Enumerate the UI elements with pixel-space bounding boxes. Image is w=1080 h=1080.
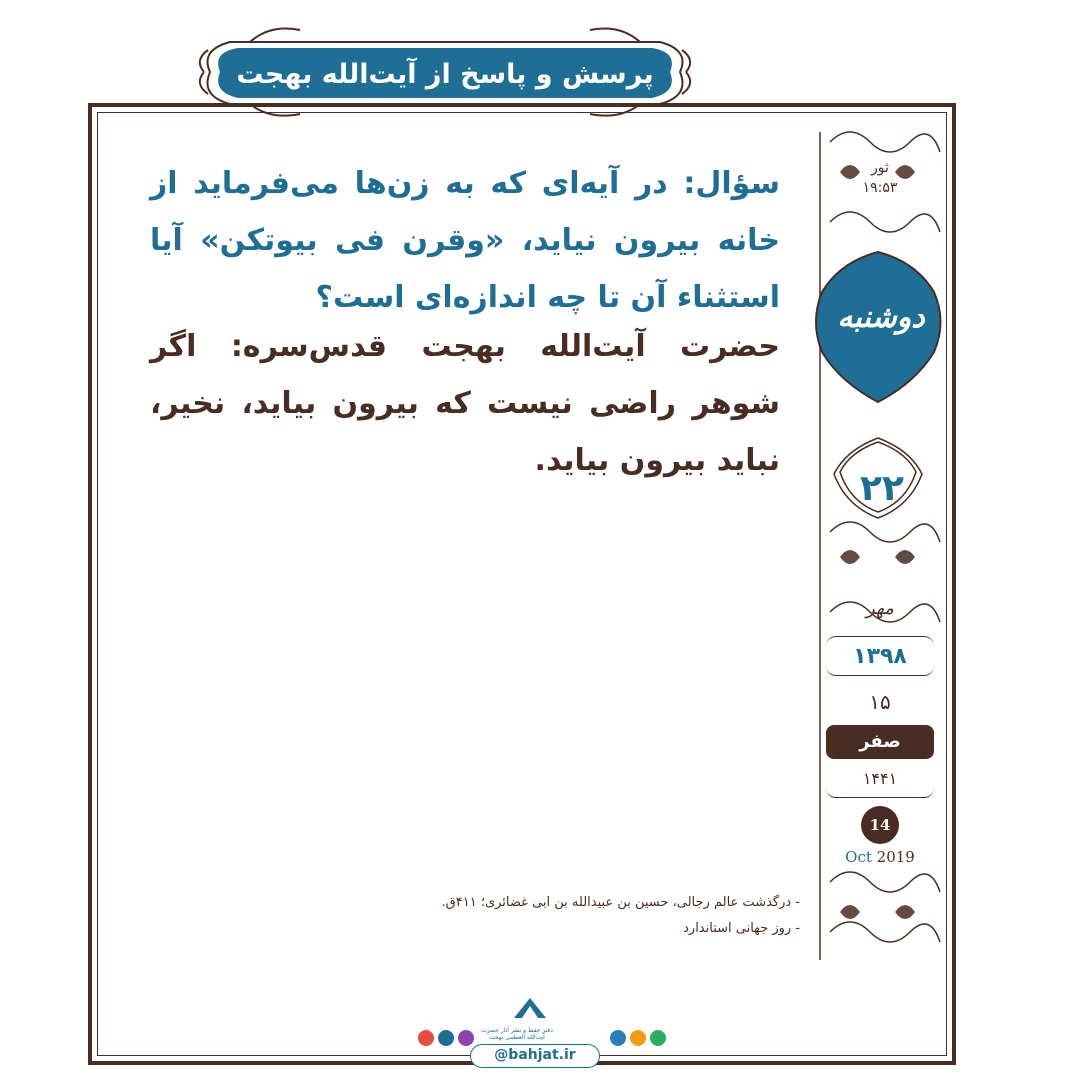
gregorian-month: Oct: [845, 848, 872, 866]
answer-speaker: حضرت آیت‌الله بهجت قدس‌سره:: [230, 329, 780, 364]
question-text: سؤال: در آیه‌ای که به زن‌ها می‌فرماید از خانه بیرون نیاید، «وقرن فی بیوتکن» آیا استثناء آن تا چه اندازه‌ای است؟: [150, 166, 780, 315]
logo-icon: [510, 992, 550, 1022]
gregorian-month-year: [830, 848, 930, 866]
gregorian-year: 2019: [876, 848, 915, 866]
solar-year: ۱۳۹۸: [826, 636, 934, 676]
note-item: - درگذشت عالم رجالی، حسین بن عبیدالله بن ابی غضائری؛ ۴۱۱ق.: [441, 895, 800, 910]
solar-month: مهر: [866, 598, 894, 619]
gregorian-day: 14: [861, 806, 899, 844]
answer-block: [150, 318, 780, 489]
bale-icon[interactable]: [650, 1030, 666, 1046]
aparat-icon[interactable]: [418, 1030, 434, 1046]
weekday: دوشنبه: [837, 300, 925, 335]
time-value: ۱۹:۵۳: [862, 180, 898, 196]
note-item: - روز جهانی استاندارد: [683, 921, 800, 936]
soroush-icon[interactable]: [610, 1030, 626, 1046]
notes-list: [390, 890, 800, 942]
brand-name: دفتر حفظ و نشر آثار حضرت آیت‌الله العظمی بهجت: [481, 1027, 553, 1041]
lunar-month: صفر: [826, 725, 934, 759]
eitaa-icon[interactable]: [458, 1030, 474, 1046]
day-number: ۲۲: [860, 468, 904, 509]
lunar-year: ۱۴۴۱: [826, 764, 934, 798]
page-title: پرسش و پاسخ از آیت‌الله بهجت قدس‌سره: [236, 59, 654, 140]
rubika-icon[interactable]: [630, 1030, 646, 1046]
lunar-day: ۱۵: [869, 690, 891, 714]
answer-text: اگر شوهر راضی نیست که بیرون بیاید، نخیر، نباید بیرون بیاید.: [150, 329, 780, 478]
time-label: ثور: [871, 160, 889, 176]
checkmark-icon[interactable]: [438, 1030, 454, 1046]
social-handle[interactable]: @bahjat.ir: [470, 1044, 600, 1068]
